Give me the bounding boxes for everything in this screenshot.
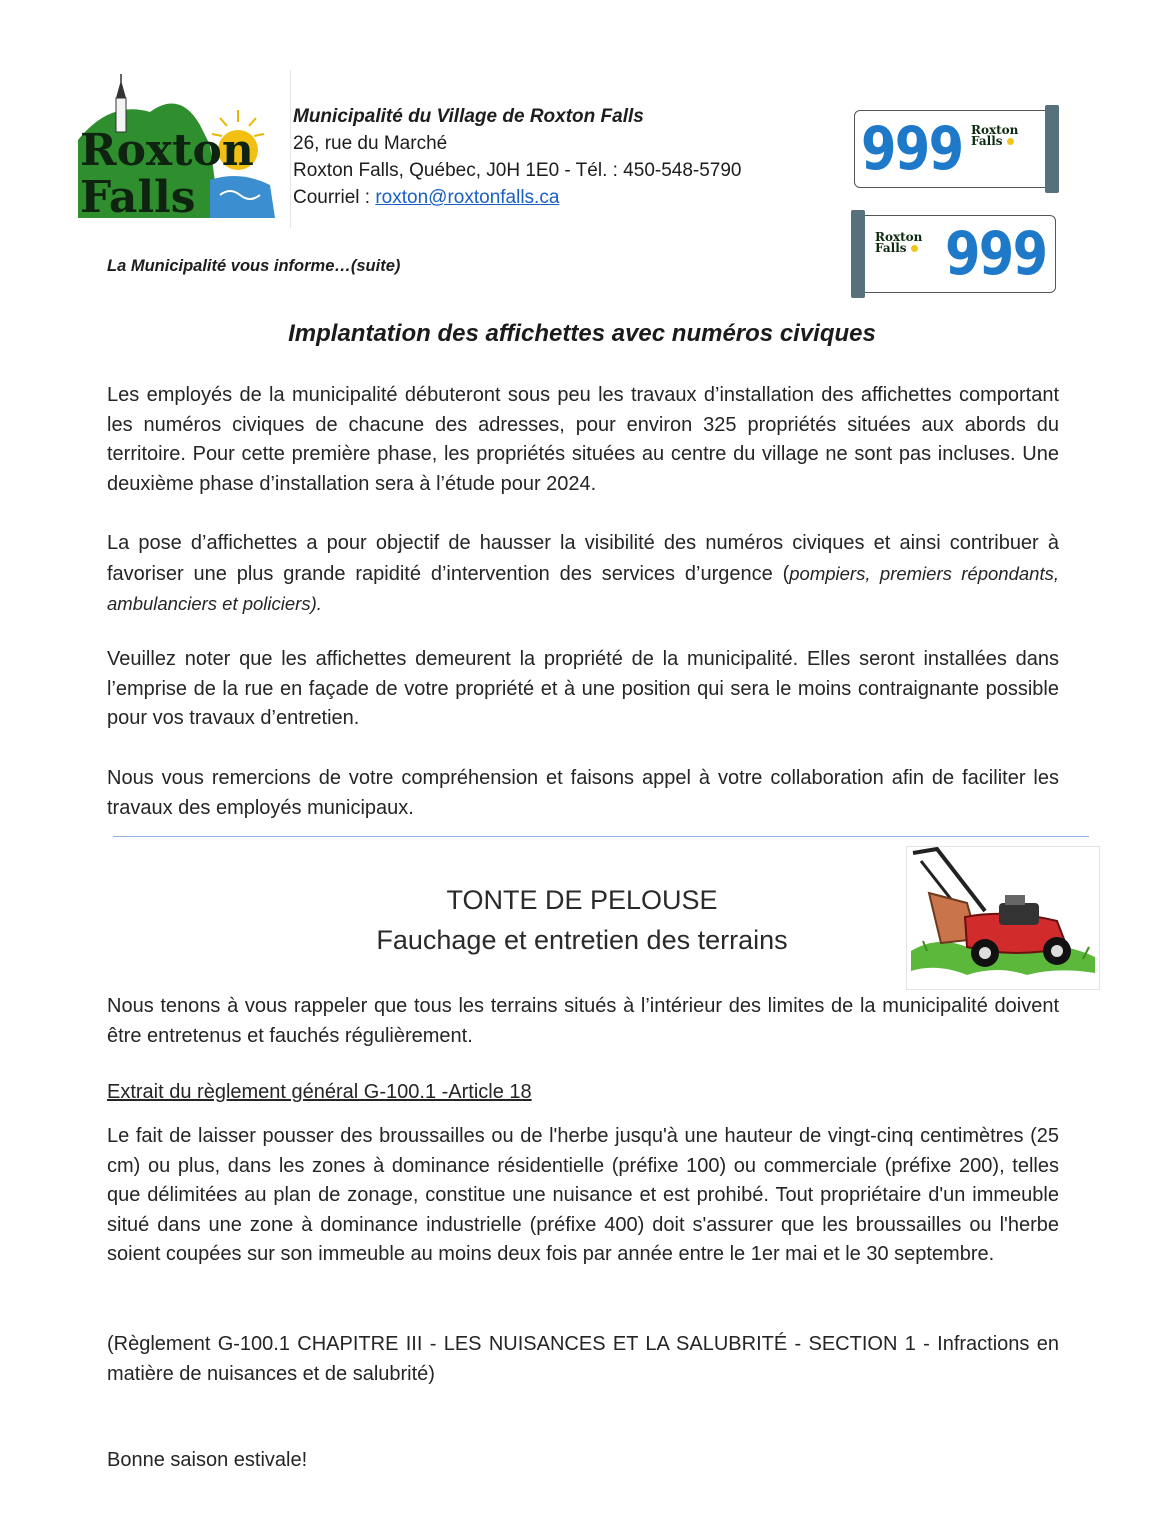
lawn-mower-illustration <box>906 846 1100 990</box>
sign-number: 999 <box>861 114 963 184</box>
bylaw-extract-heading: Extrait du règlement général G-100.1 -Article 18 <box>107 1081 532 1103</box>
sun-icon <box>1007 138 1014 145</box>
sign-brand-line2: Falls <box>875 241 907 255</box>
sign-brand <box>971 125 1018 147</box>
sign-post <box>1045 105 1059 193</box>
section2-title: TONTE DE PELOUSE <box>446 885 718 915</box>
section1-paragraph-1: Les employés de la municipalité débuteront sous peu les travaux d’installation des affichettes comportant les numéros civiques de chacune des adresses, pour environ 325 propriétés situées aux abords du territoire. Pour cette première phase, les propriétés situées au centre du village ne sont pas incluses. Une deuxième phase d’installation sera à l’étude pour 2024. <box>107 384 1059 495</box>
section1-paragraph-3: Veuillez noter que les affichettes demeurent la propriété de la municipalité. Elles seront installées dans l’emprise de la rue en façade de votre propriété et à une position qui sera le moins contraignante possible pour vos travaux d’entretien. <box>107 648 1059 730</box>
email-label: Courriel : <box>293 187 376 208</box>
email-line <box>293 184 742 211</box>
address: 26, rue du Marché <box>293 133 448 154</box>
header-block <box>293 103 742 211</box>
sign-brand-line1: Roxton <box>971 123 1019 137</box>
sign-brand-line2-wrap <box>971 136 1018 147</box>
closing-line: Bonne saison estivale! <box>107 1449 308 1471</box>
sun-icon <box>911 245 918 252</box>
section1-title: Implantation des affichettes avec numéros civiques <box>288 320 876 347</box>
municipality-logo <box>70 70 291 228</box>
section2-subtitle: Fauchage et entretien des terrains <box>376 925 788 955</box>
section2-paragraph-1: Nous tenons à vous rappeler que tous les terrains situés à l’intérieur des limites de la municipalité doivent être entretenus et fauchés régulièrement. <box>107 995 1059 1047</box>
section1-paragraph-2 <box>107 529 1059 620</box>
civic-number-sign-sample-2 <box>854 215 1056 293</box>
p2-text: La pose d’affichettes a pour objectif de hausser la visibilité des numéros civiques et ainsi contribuer à favoriser une plus grande rapidité d’intervention des services d’urgence ( <box>107 532 1059 585</box>
logo-line2: Falls <box>80 172 196 223</box>
logo-line1: Roxton <box>80 125 254 176</box>
organization-name: Municipalité du Village de Roxton Falls <box>293 106 644 127</box>
p2-italic: pompiers, premiers répondants, ambulanciers et policiers). <box>107 562 1059 615</box>
city-line: Roxton Falls, Québec, J0H 1E0 - Tél. : 450-548-5790 <box>293 160 742 181</box>
sign-number: 999 <box>945 219 1047 289</box>
section2-paragraph-3: (Règlement G-100.1 CHAPITRE III - LES NUISANCES ET LA SALUBRITÉ - SECTION 1 - Infractions en matière de nuisances et de salubrité) <box>107 1333 1059 1385</box>
section1-paragraph-4: Nous vous remercions de votre compréhension et faisons appel à votre collaboration afin de faciliter les travaux des employés municipaux. <box>107 767 1059 819</box>
sign-brand-line2: Falls <box>971 134 1003 148</box>
sign-brand <box>875 232 922 254</box>
email-link[interactable]: roxton@roxtonfalls.ca <box>375 187 560 208</box>
sign-brand-line1: Roxton <box>875 230 923 244</box>
section2-paragraph-2: Le fait de laisser pousser des broussailles ou de l'herbe jusqu'à une hauteur de vingt-cinq centimètres (25 cm) ou plus, dans les zones à dominance résidentielle (préfixe 100) ou commerciale (préfixe 200), telles que délimitées au plan de zonage, constitue une nuisance et est prohibé. Tout propriétaire d'un immeuble situé dans une zone à dominance industrielle (préfixe 400) doit s'assurer que les broussailles ou l'herbe soient coupées sur son immeuble au moins deux fois par année entre le 1er mai et le 30 septembre. <box>107 1125 1059 1266</box>
informe-subtitle: La Municipalité vous informe…(suite) <box>107 257 401 275</box>
section-divider <box>113 836 1089 837</box>
civic-number-sign-sample <box>854 110 1056 188</box>
sign-post <box>851 210 865 298</box>
sign-brand-line2-wrap <box>875 243 922 254</box>
